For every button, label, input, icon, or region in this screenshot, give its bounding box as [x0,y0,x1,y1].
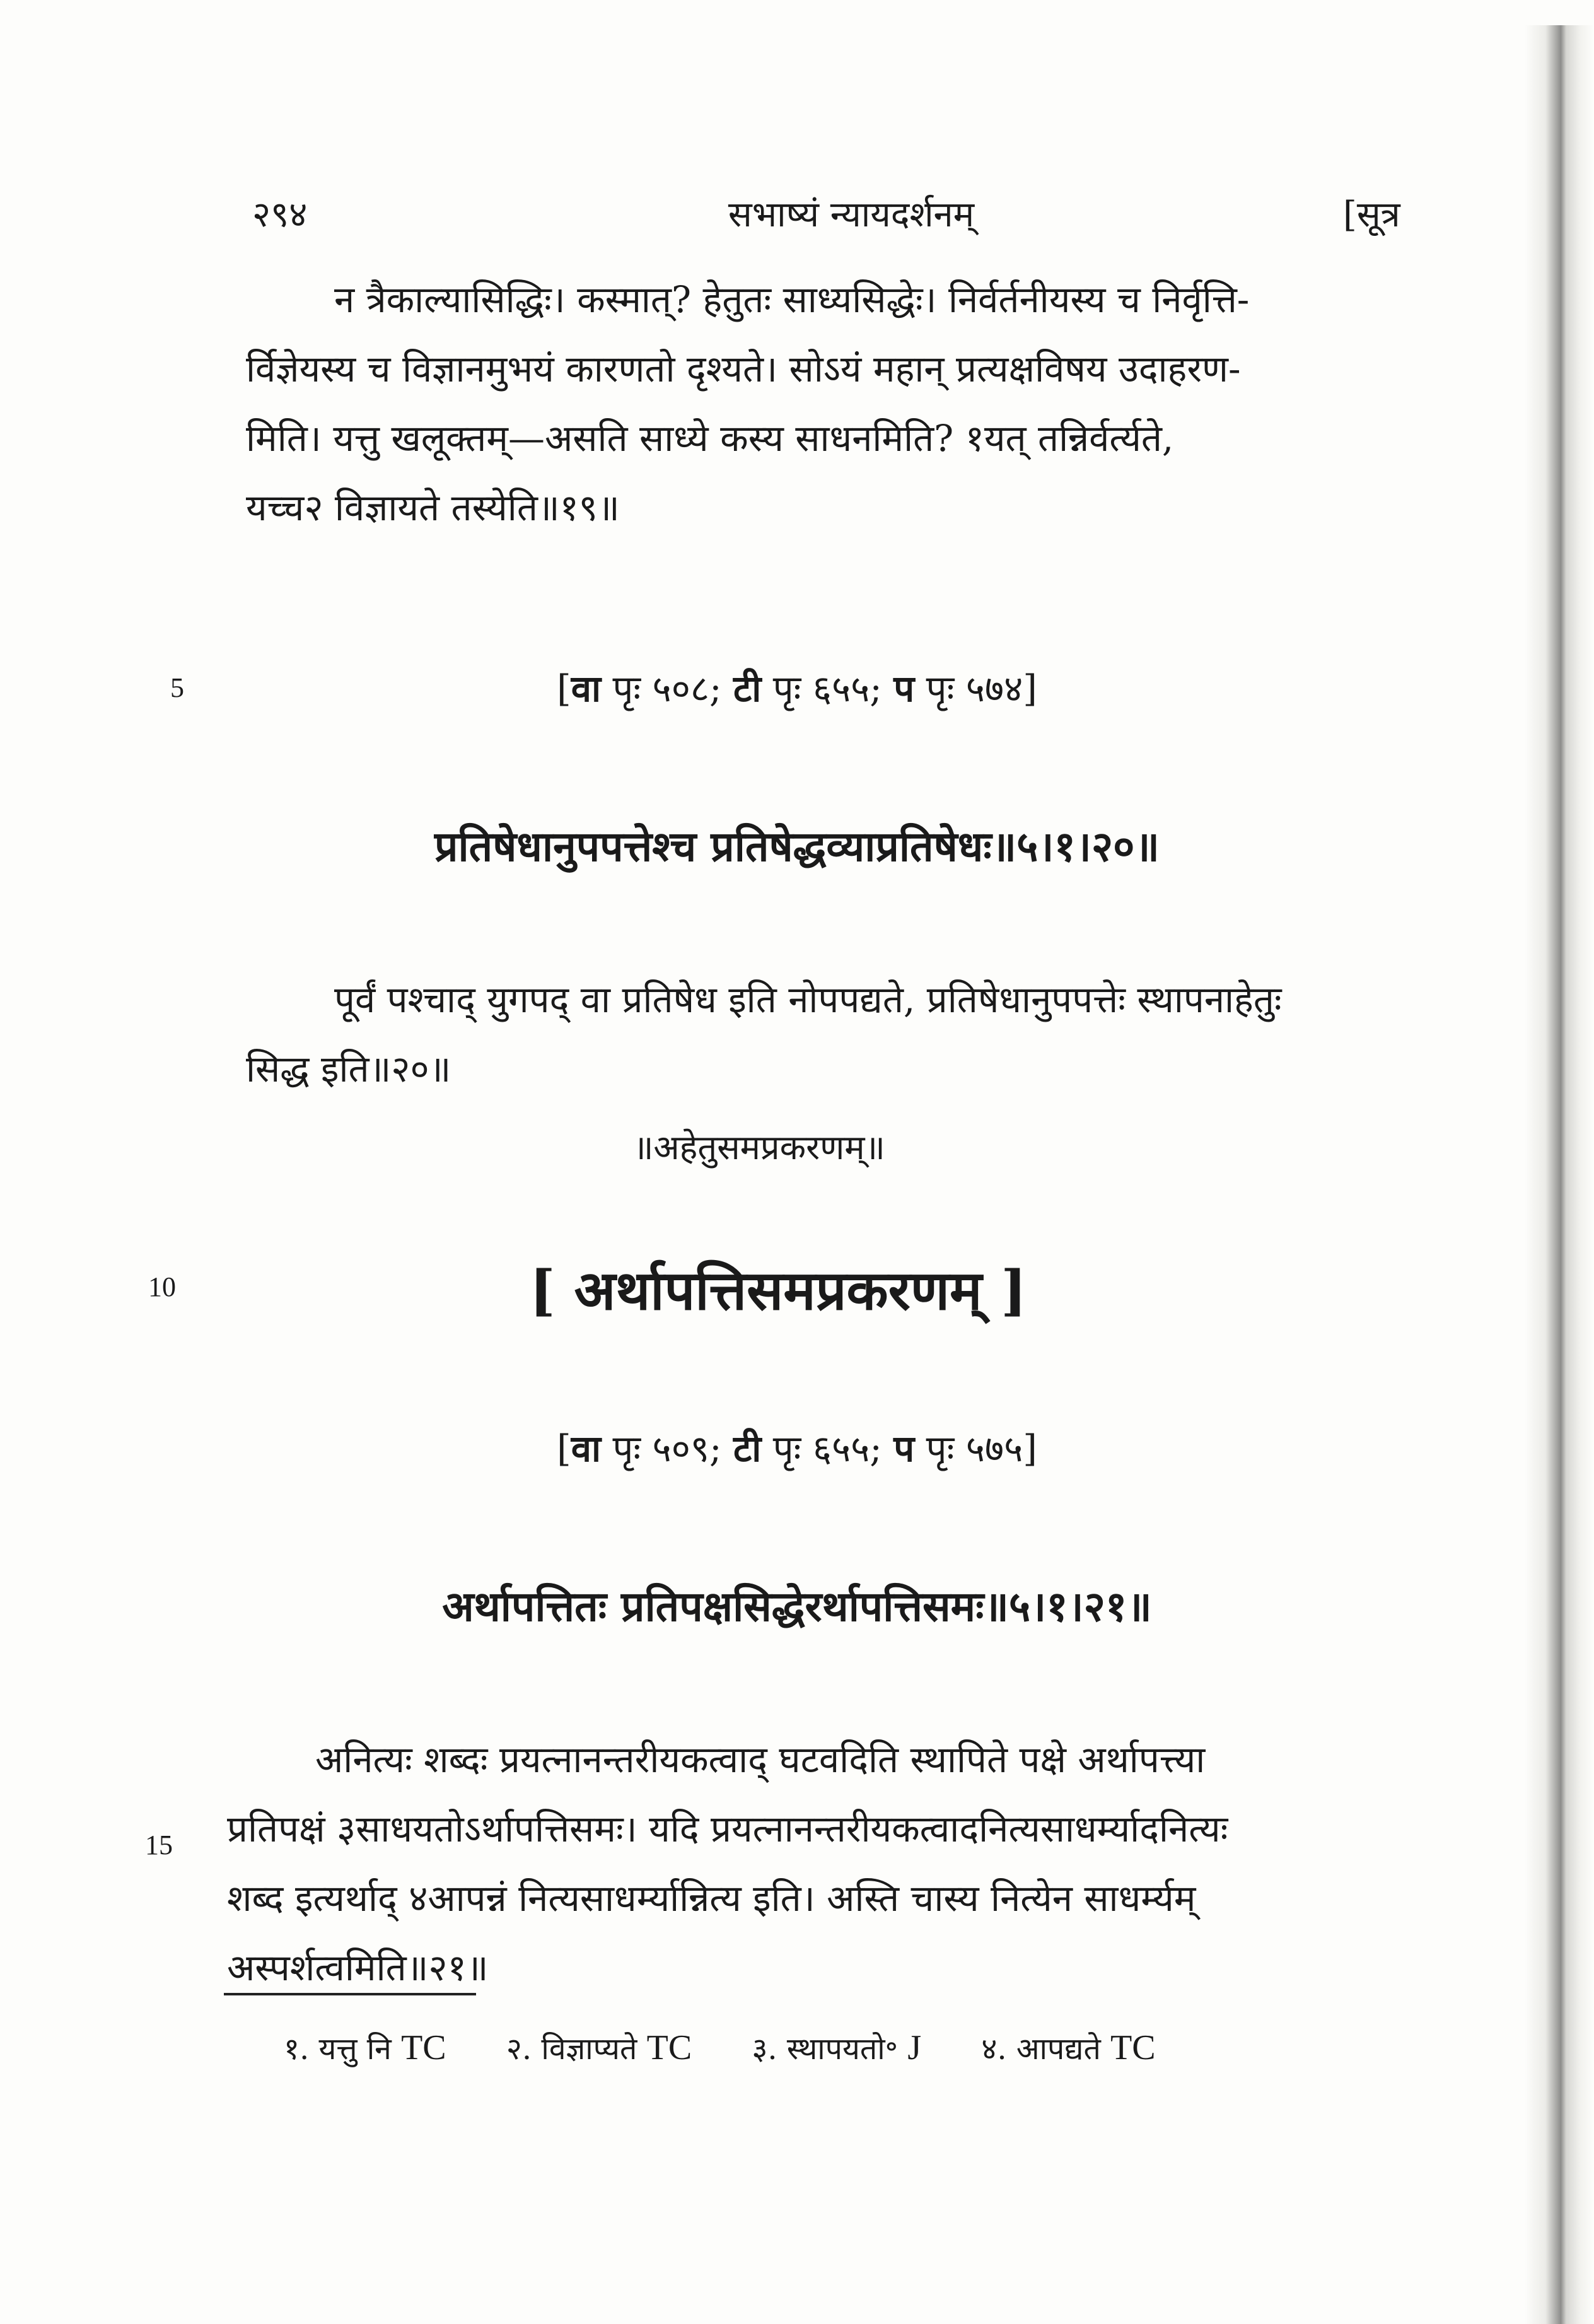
text-line: अस्पर्शत्वमिति॥२१॥ [227,1946,489,1989]
text-line: र्विज्ञेयस्य च विज्ञानमुभयं कारणतो दृश्यते। सोऽयं महान् प्रत्यक्षविषय उदाहरण- [246,347,1241,390]
text-line: अनित्यः शब्दः प्रयत्नानन्तरीयकत्वाद् घटवदिति स्थापिते पक्षे अर्थापत्त्या [315,1738,1206,1781]
commentary-paragraph-21 [227,1725,1425,2002]
text-line: शब्द इत्यर्थाद् ४आपन्नं नित्यसाधर्म्यान्नित्य इति। अस्ति चास्य नित्येन साधर्म्यम् [227,1877,1196,1920]
sutra-5-1-20: प्रतिषेधानुपपत्तेश्च प्रतिषेद्धव्याप्रतिषेधः॥५।१।२०॥ [434,822,1160,871]
footnote-3: ३. स्थापयतो॰ J [752,2028,922,2067]
ref-ti: टी [733,667,762,710]
text-line: यच्च२ विज्ञायते तस्येति॥१९॥ [246,486,620,529]
commentary-paragraph-19 [246,265,1425,542]
page-number: २९४ [252,194,308,235]
reference-bracket-1: [वा पृः ५०८; टी पृः ६५५; प पृः ५७४] [557,667,1037,710]
text-line: प्रतिपक्षं ३साधयतोऽर्थापत्तिसमः। यदि प्रयत्नानन्तरीयकत्वादनित्यसाधर्म्यादनित्यः [227,1807,1228,1850]
ref-pa: प [893,1427,915,1470]
ref-ti: टी [733,1427,762,1470]
line-number: 15 [145,1830,173,1860]
ref-va: वा [571,1427,602,1470]
commentary-paragraph-20 [246,965,1425,1104]
footnotes [284,2028,1206,2069]
reference-bracket-2: [वा पृः ५०९; टी पृः ६५५; प पृः ५७५] [557,1427,1037,1470]
section-end-mark: ॥अहेतुसमप्रकरणम्॥ [633,1128,885,1167]
footnote-rule [224,1993,476,1995]
section-title: [ अर्थापत्तिसमप्रकरणम् ] [529,1259,1027,1323]
text-line: सिद्ध इति॥२०॥ [246,1048,451,1090]
ref-va: वा [571,667,602,710]
sutra-5-1-21: अर्थापत्तितः प्रतिपक्षसिद्धेरर्थापत्तिसमः॥५।१।२१॥ [442,1582,1152,1631]
footnote-2: २. विज्ञाप्यते TC [506,2028,692,2067]
text-line: न त्रैकाल्यासिद्धिः। कस्मात्? हेतुतः साध्यसिद्धेः। निर्वर्तनीयस्य च निर्वृत्ति- [334,278,1250,321]
book-spine-shadow [1525,25,1594,2324]
line-number: 5 [170,672,184,703]
ref-pa: प [893,667,915,710]
text-line: मिति। यत्तु खलूक्तम्—असति साध्ये कस्य साधनमिति? १यत् तन्निर्वर्त्यते, [246,417,1174,460]
footnote-1: १. यत्तु नि TC [284,2028,446,2067]
footnote-4: ४. आपद्यते TC [981,2028,1156,2067]
text-line: पूर्वं पश्चाद् युगपद् वा प्रतिषेध इति नोपपद्यते, प्रतिषेधानुपपत्तेः स्थापनाहेतुः [334,978,1282,1021]
running-section: [सूत्र [1343,194,1400,235]
running-title: सभाष्यं न्यायदर्शनम् [728,194,975,235]
line-number: 10 [148,1271,176,1302]
